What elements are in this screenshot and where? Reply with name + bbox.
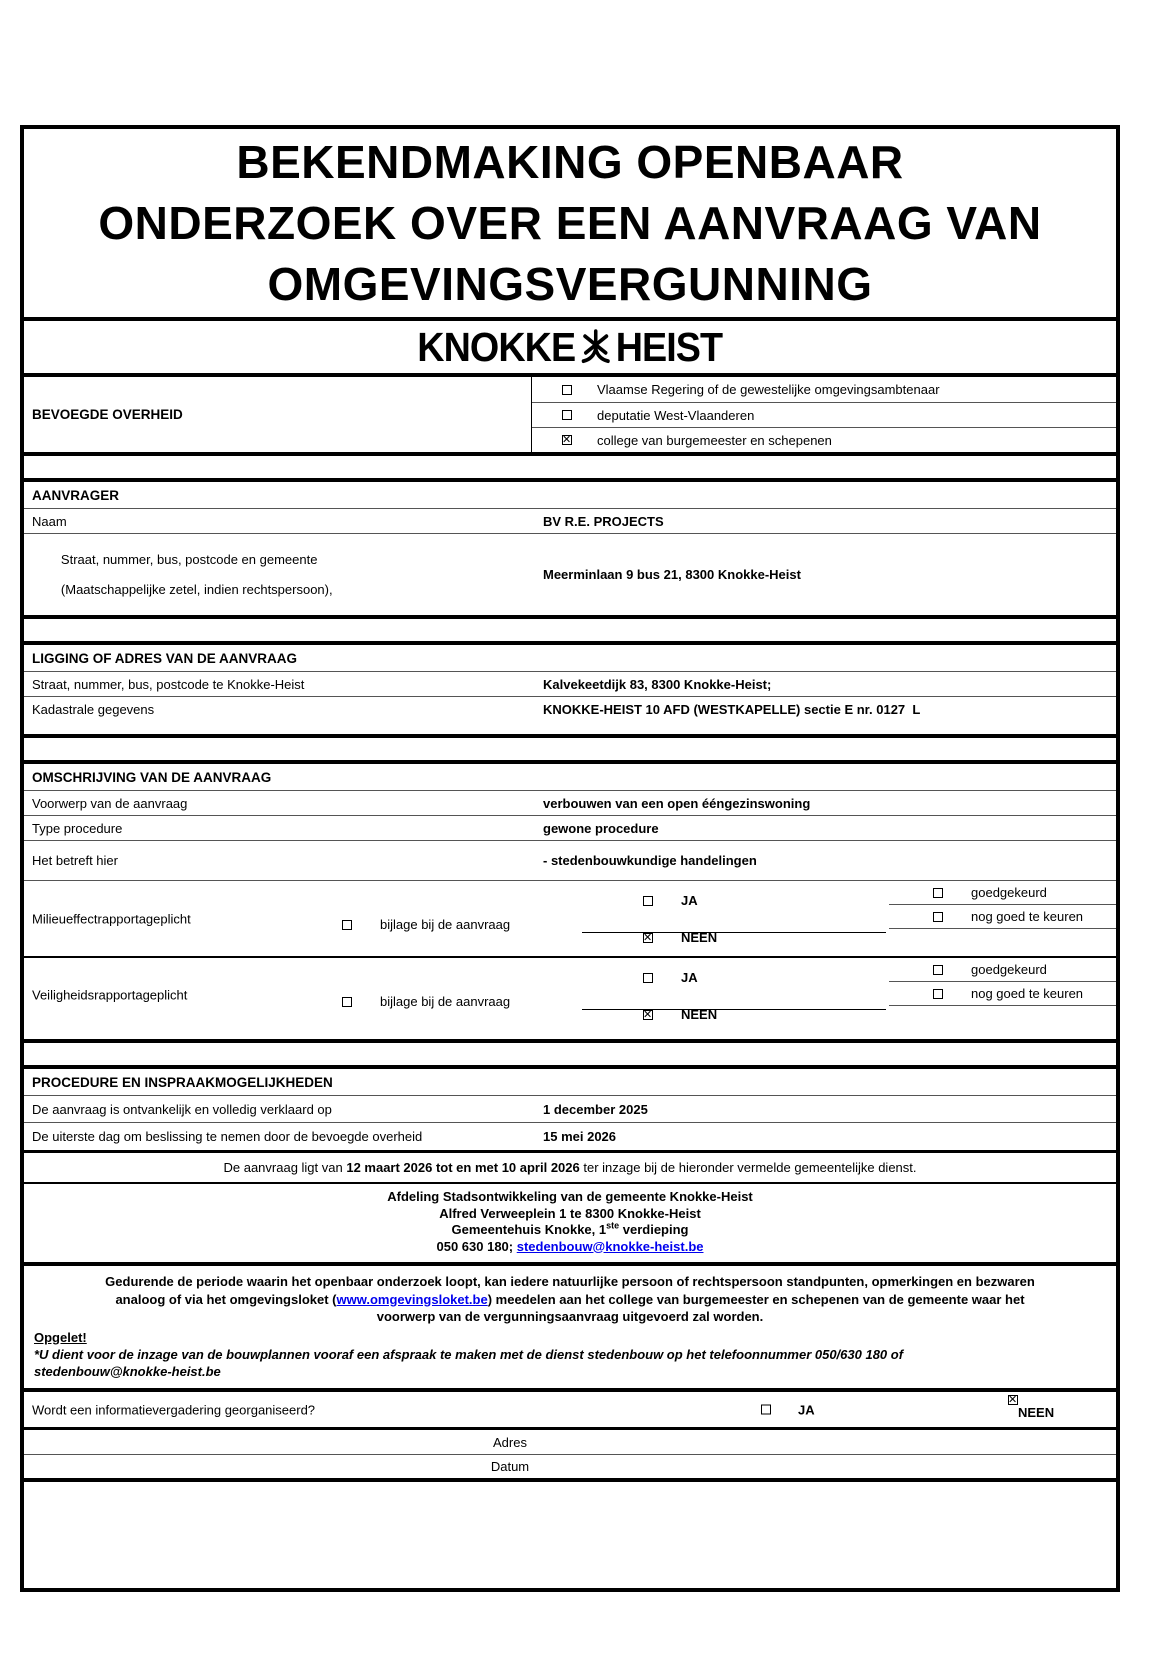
veiligheid-goedgekeurd — [889, 958, 1116, 982]
section-aanvrager — [24, 482, 1116, 615]
afspraak-note-line-2: stedenbouw@knokke-heist.be — [34, 1364, 221, 1379]
milieueffect-ja — [643, 893, 698, 908]
document-title — [24, 129, 1116, 317]
dienst-telefoon: 050 630 180; — [436, 1238, 517, 1254]
field-label-kadastraal: Kadastrale gegevens — [32, 702, 155, 717]
option-label: deputatie West-Vlaanderen — [597, 407, 755, 423]
title-line-3: OMGEVINGSVERGUNNING — [267, 257, 873, 310]
field-label-veiligheid: Veiligheidsrapportageplicht — [32, 987, 188, 1002]
checkbox-veiligheid-neen[interactable] — [643, 1010, 653, 1020]
field-value-type-procedure: gewone procedure — [543, 820, 659, 836]
dienst-locatie: Gemeentehuis Knokke, 1ste verdieping — [451, 1220, 689, 1237]
empty-remarks-area — [24, 1482, 1116, 1588]
field-label-ontvankelijk: De aanvraag is ontvankelijk en volledig verklaard op — [32, 1101, 332, 1117]
milieueffect-goedgekeurd — [889, 881, 1116, 905]
field-value-aanvrager-adres: Meerminlaan 9 bus 21, 8300 Knokke-Heist — [543, 567, 801, 582]
field-label-milieueffect: Milieueffectrapportageplicht — [32, 911, 191, 926]
row-voorwerp — [24, 791, 1116, 816]
field-value-naam: BV R.E. PROJECTS — [543, 513, 664, 529]
dienst-contact — [32, 1239, 1108, 1256]
bevoegde-overheid-options — [531, 377, 1116, 452]
option-college — [532, 427, 1116, 452]
checkbox-vlaamse-regering[interactable] — [562, 385, 572, 395]
dienst-naam: Afdeling Stadsontwikkeling van de gemeente Knokke-Heist — [387, 1189, 753, 1204]
row-ligging-straat — [24, 672, 1116, 697]
municipality-logo — [24, 321, 1116, 373]
row-datum — [24, 1455, 1116, 1478]
checkbox-milieueffect-bijlage[interactable] — [342, 920, 352, 930]
afspraak-note-line-1: *U dient voor de inzage van de bouwplannen vooraf een afspraak te maken met de dienst stedenbouw op het telefoonnummer 050/630 180 of — [34, 1347, 904, 1362]
goedgekeurd-label: goedgekeurd — [971, 885, 1047, 900]
field-value-betreft: - stedenbouwkundige handelingen — [543, 853, 757, 868]
checkbox-milieueffect-ja[interactable] — [643, 896, 653, 906]
row-betreft — [24, 841, 1116, 881]
row-ter-inzage — [24, 1153, 1116, 1182]
field-value-uiterste-dag: 15 mei 2026 — [543, 1129, 617, 1144]
row-kadastraal — [24, 697, 1116, 722]
milieueffect-nog-goed-te-keuren — [889, 905, 1116, 929]
row-naam — [24, 509, 1116, 534]
informatievergadering-ja — [761, 1402, 815, 1417]
row-adres — [24, 1430, 1116, 1455]
field-value-ligging-straat: Kalvekeetdijk 83, 8300 Knokke-Heist; — [543, 676, 772, 692]
title-line-2: ONDERZOEK OVER EEN AANVRAAG VAN — [98, 196, 1042, 249]
row-type-procedure — [24, 816, 1116, 841]
field-value-kadastraal: KNOKKE-HEIST 10 AFD (WESTKAPELLE) sectie E nr. 0127 L — [543, 702, 921, 717]
section-bevoegde-overheid — [24, 377, 1116, 452]
field-label-uiterste-dag: De uiterste dag om beslissing te nemen door de bevoegde overheid — [32, 1129, 423, 1144]
checkbox-veiligheid-goedgekeurd[interactable] — [933, 965, 943, 975]
section-header-procedure: PROCEDURE EN INSPRAAKMOGELIJKHEDEN — [24, 1069, 1116, 1096]
field-label-betreft: Het betreft hier — [32, 853, 118, 868]
checkbox-milieueffect-goedgekeurd[interactable] — [933, 888, 943, 898]
spacer — [24, 456, 1116, 478]
option-deputatie — [532, 402, 1116, 427]
bijlage-label: bijlage bij de aanvraag — [380, 994, 511, 1009]
goedgekeurd-label: goedgekeurd — [971, 962, 1047, 977]
field-label-datum: Datum — [490, 1459, 530, 1474]
logo-text-knokke: KNOKKE — [417, 323, 576, 370]
section-header-ligging: LIGGING OF ADRES VAN DE AANVRAAG — [24, 645, 1116, 672]
veiligheid-neen — [643, 1007, 717, 1022]
ja-label: JA — [681, 893, 698, 908]
logo-text-heist: HEIST — [615, 323, 723, 370]
field-label-ligging-straat: Straat, nummer, bus, postcode te Knokke-Heist — [32, 676, 305, 692]
section-procedure — [24, 1069, 1116, 1262]
milieueffect-neen — [643, 930, 717, 945]
field-label-naam: Naam — [32, 513, 67, 529]
spacer — [24, 1043, 1116, 1065]
section-header-aanvrager: AANVRAGER — [24, 482, 1116, 509]
veiligheid-status-column — [889, 958, 1116, 1006]
field-label-adres: Adres — [493, 1434, 527, 1450]
nog-goed-label: nog goed te keuren — [971, 909, 1084, 924]
inzage-periode: 12 maart 2026 tot en met 10 april 2026 — [346, 1160, 580, 1175]
milieueffect-bijlage — [342, 917, 510, 932]
checkbox-infovergadering-neen[interactable] — [1008, 1395, 1018, 1405]
inspraak-line-2: analoog of via het omgevingsloket (www.omgevingsloket.be) meedelen aan het college van burgemeester en schepenen van de gemeente waar het — [115, 1291, 1025, 1307]
informatievergadering-neen — [1008, 1395, 1054, 1420]
row-aanvrager-adres — [24, 534, 1116, 615]
veiligheid-ja — [643, 970, 698, 985]
field-value-ontvankelijk: 1 december 2025 — [543, 1101, 648, 1117]
checkbox-milieueffect-neen[interactable] — [643, 933, 653, 943]
row-informatievergadering — [24, 1392, 1116, 1427]
checkbox-infovergadering-ja[interactable] — [761, 1405, 771, 1415]
bijlage-label: bijlage bij de aanvraag — [380, 917, 511, 932]
ja-label: JA — [681, 970, 698, 985]
checkbox-veiligheid-bijlage[interactable] — [342, 997, 352, 1007]
bevoegde-overheid-label: BEVOEGDE OVERHEID — [32, 407, 183, 422]
row-milieueffectrapportage — [24, 881, 1116, 956]
inspraak-line-3: voorwerp van de vergunningsaanvraag uitgevoerd zal worden. — [376, 1309, 764, 1324]
neen-label: NEEN — [681, 1007, 718, 1022]
option-label: college van burgemeester en schepenen — [597, 432, 832, 448]
veiligheid-bijlage — [342, 994, 510, 1009]
spacer — [24, 738, 1116, 760]
ter-inzage-text: De aanvraag ligt van 12 maart 2026 tot en met 10 april 2026 ter inzage bij de hieronder vermelde gemeentelijke dienst. — [223, 1160, 917, 1175]
milieueffect-status-column — [889, 881, 1116, 929]
row-veiligheidsrapportage — [24, 956, 1116, 1031]
omgevingsloket-link[interactable]: www.omgevingsloket.be — [336, 1291, 488, 1307]
section-header-omschrijving: OMSCHRIJVING VAN DE AANVRAAG — [24, 764, 1116, 791]
field-label-aanvrager-adres: Straat, nummer, bus, postcode en gemeente (Maatschappelijke zetel, indien rechtspersoon), — [60, 552, 333, 597]
section-omschrijving — [24, 764, 1116, 1039]
title-line-1: BEKENDMAKING OPENBAAR — [236, 135, 904, 188]
option-label: Vlaamse Regering of de gewestelijke omgevingsambtenaar — [597, 382, 940, 397]
gemeentelijke-dienst-block — [24, 1184, 1116, 1262]
veiligheid-nog-goed-te-keuren — [889, 982, 1116, 1006]
dienst-adres: Alfred Verweeplein 1 te 8300 Knokke-Heist — [439, 1205, 701, 1221]
row-ontvankelijk — [24, 1096, 1116, 1123]
ja-label: JA — [798, 1402, 815, 1417]
stedenbouw-email-link[interactable]: stedenbouw@knokke-heist.be — [516, 1238, 704, 1254]
section-ligging — [24, 645, 1116, 734]
field-value-voorwerp: verbouwen van een open ééngezinswoning — [543, 795, 811, 811]
ruling-line — [582, 1009, 886, 1010]
spacer — [24, 619, 1116, 641]
nog-goed-label: nog goed te keuren — [971, 986, 1084, 1001]
checkbox-milieueffect-nog[interactable] — [933, 912, 943, 922]
row-uiterste-dag — [24, 1123, 1116, 1150]
option-vlaamse-regering — [532, 377, 1116, 402]
field-label-type-procedure: Type procedure — [32, 820, 123, 836]
opgelet-label: Opgelet! — [34, 1329, 87, 1345]
public-notice-document — [20, 125, 1120, 1592]
knokke-heist-mark-icon — [577, 327, 614, 372]
field-label-informatievergadering: Wordt een informatievergadering georganiseerd? — [32, 1402, 316, 1417]
checkbox-deputatie[interactable] — [562, 410, 572, 420]
field-label-voorwerp: Voorwerp van de aanvraag — [32, 795, 188, 811]
checkbox-veiligheid-nog[interactable] — [933, 989, 943, 999]
neen-label: NEEN — [681, 930, 718, 945]
ruling-line — [582, 932, 886, 933]
inspraak-paragraph — [24, 1266, 1116, 1388]
checkbox-college[interactable] — [562, 435, 572, 445]
neen-label: NEEN — [1018, 1405, 1055, 1420]
checkbox-veiligheid-ja[interactable] — [643, 973, 653, 983]
inspraak-line-1: Gedurende de periode waarin het openbaar onderzoek loopt, kan iedere natuurlijke persoon of rechtspersoon standpunten, opmerkingen en bezwaren — [105, 1274, 1035, 1289]
